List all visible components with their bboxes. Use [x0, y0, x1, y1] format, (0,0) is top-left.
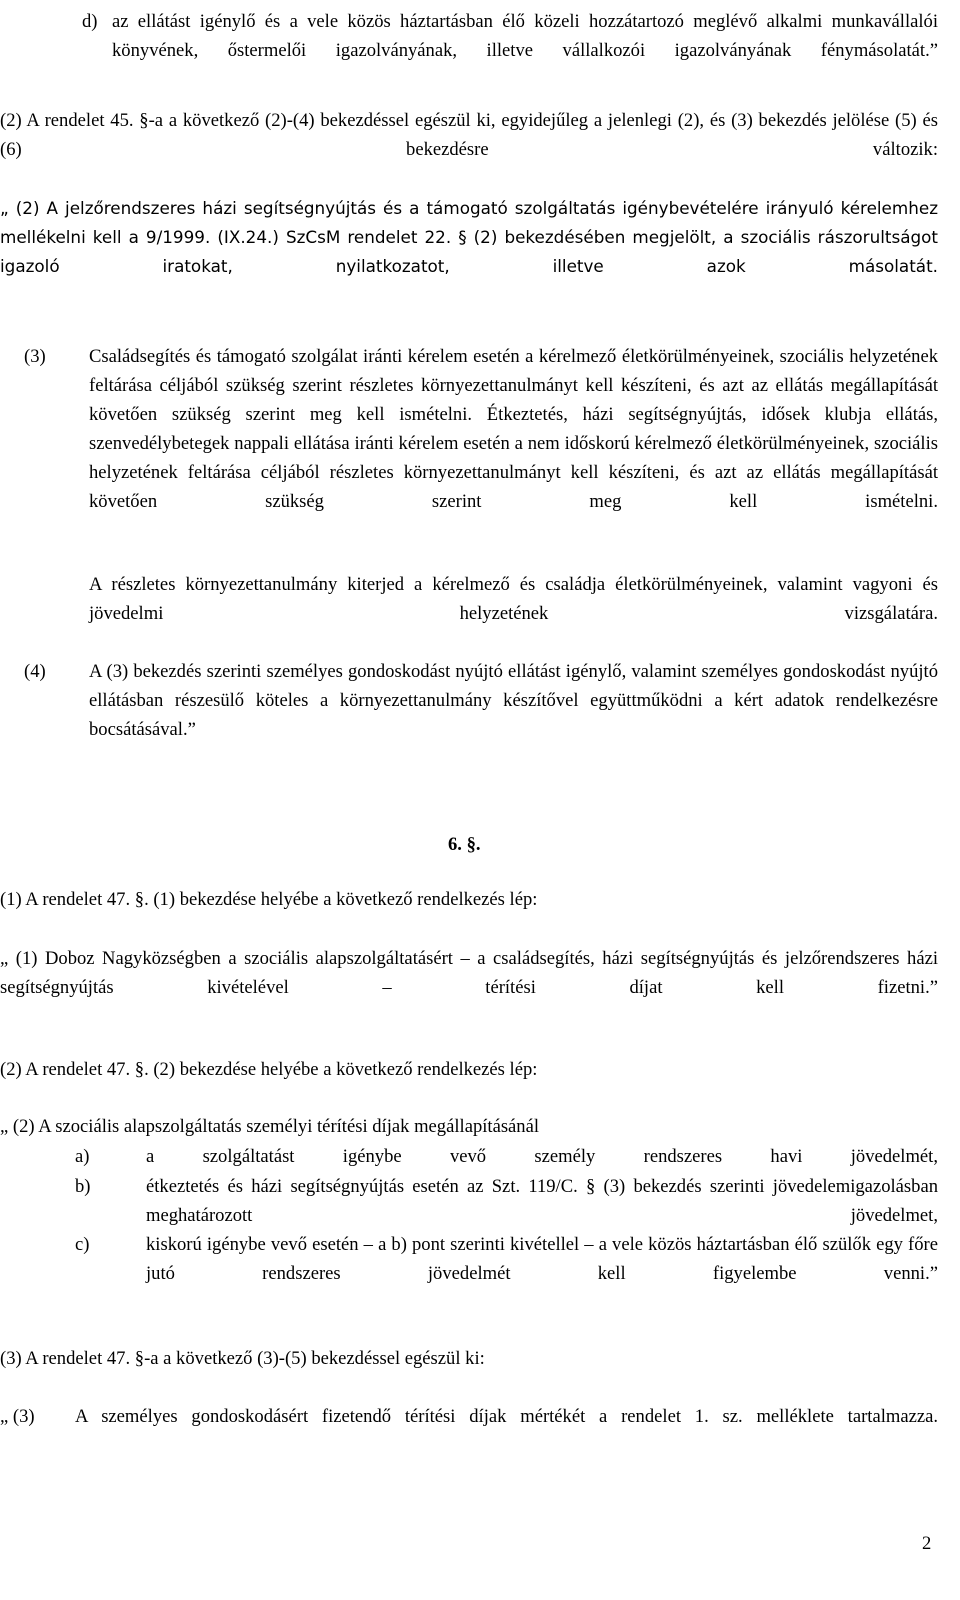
p47-2-quote-lead: „ (2) A szociális alapszolgáltatás személyi térítési díjak megállapításánál	[0, 1116, 540, 1137]
p47-2-item-a-text	[146, 1142, 938, 1171]
sub-3-text2: A részletes környezettanulmány kiterjed a kérelmező és családja életkörülményeinek, valamint vagyoni és jövedelmi helyzetének vizsgálatára.	[89, 574, 938, 624]
sub-3-marker: (3)	[24, 346, 46, 367]
quote-2: „ (2) A jelzőrendszeres házi segítségnyújtás és a támogató szolgáltatás igénybevételére irányuló kérelemhez mellékelni kell a 9/1999. (IX.24.) SzCsM rendelet 22. § (2) bekezdésében megjelölt, a szociális rászorultságot igazoló iratokat, nyilatkozatot, illetve azok másolatát.	[0, 198, 938, 276]
p47-3-quote-marker: „ (3)	[0, 1406, 35, 1427]
p47-1-intro: (1) A rendelet 47. §. (1) bekezdése helyébe a következő rendelkezés lép:	[0, 889, 538, 910]
item-d-text	[112, 7, 938, 65]
sub-3-text: Családsegítés és támogató szolgálat iránti kérelem esetén a kérelmező életkörülményeinek, szociális helyzetének feltárása céljából szükség szerint részletes környezettanulmányt kell készíteni, és azt az ellátás megállapítását követően szükség szerint meg kell ismételni. Étkeztetés, házi segítségnyújtás, idősek klubja ellátás, szenvedélybetegek nappali ellátása iránti kérelem esetén a nem időskorú kérelmező életkörülményeinek, szociális helyzetének feltárása céljából részletes környezettanulmányt kell készíteni, és azt az ellátás megállapítását követően szükség szerint meg kell ismételni.	[89, 346, 938, 512]
page-number: 2	[922, 1533, 932, 1554]
p47-2-intro: (2) A rendelet 47. §. (2) bekezdése helyébe a következő rendelkezés lép:	[0, 1059, 538, 1080]
p47-2-item-b-marker: b)	[75, 1176, 91, 1197]
p47-3-quote-text: A személyes gondoskodásért fizetendő térítési díjak mértékét a rendelet 1. sz. melléklete tartalmazza.	[75, 1406, 938, 1427]
para-2-intro: (2) A rendelet 45. §-a a következő (2)-(4) bekezdéssel egészül ki, egyidejűleg a jelenlegi (2), és (3) bekezdés jelölése (5) és (6) bekezdésre változik:	[0, 110, 938, 160]
sub-4-marker: (4)	[24, 661, 46, 682]
p47-2-item-a-body: a szolgáltatást igénybe vevő személy rendszeres havi jövedelmét,	[146, 1146, 938, 1167]
item-d-body: az ellátást igénylő és a vele közös háztartásban élő közeli hozzátartozó meglévő alkalmi munkavállalói könyvének, őstermelői igazolványának, illetve vállalkozói igazolványának fénymásolatát.”	[112, 11, 938, 61]
p47-3-intro: (3) A rendelet 47. §-a a következő (3)-(5) bekezdéssel egészül ki:	[0, 1348, 485, 1369]
section-heading: 6. §.	[448, 834, 481, 855]
sub-4-text: A (3) bekezdés szerinti személyes gondoskodást nyújtó ellátást igénylő, valamint személyes gondoskodást nyújtó ellátásban részesülő köteles a környezettanulmány készítővel együttműködni a kért adatok rendelkezésre bocsátásával.”	[89, 661, 938, 740]
p47-2-item-b-text: étkeztetés és házi segítségnyújtás esetén az Szt. 119/C. § (3) bekezdés szerinti jövedelemigazolásban meghatározott jövedelmet,	[146, 1176, 938, 1226]
p47-1-quote: „ (1) Doboz Nagyközségben a szociális alapszolgáltatásért – a családsegítés, házi segítségnyújtás és jelzőrendszeres házi segítségnyújtás kivételével – térítési díjat kell fizetni.”	[0, 948, 938, 998]
p47-2-item-a-marker: a)	[75, 1146, 90, 1167]
p47-2-item-c-text: kiskorú igénybe vevő esetén – a b) pont szerinti kivétellel – a vele közös háztartásban élő szülők egy főre jutó rendszeres jövedelmét kell figyelembe venni.”	[146, 1234, 938, 1284]
p47-2-item-c-marker: c)	[75, 1234, 90, 1255]
item-d-marker: d)	[82, 11, 98, 32]
